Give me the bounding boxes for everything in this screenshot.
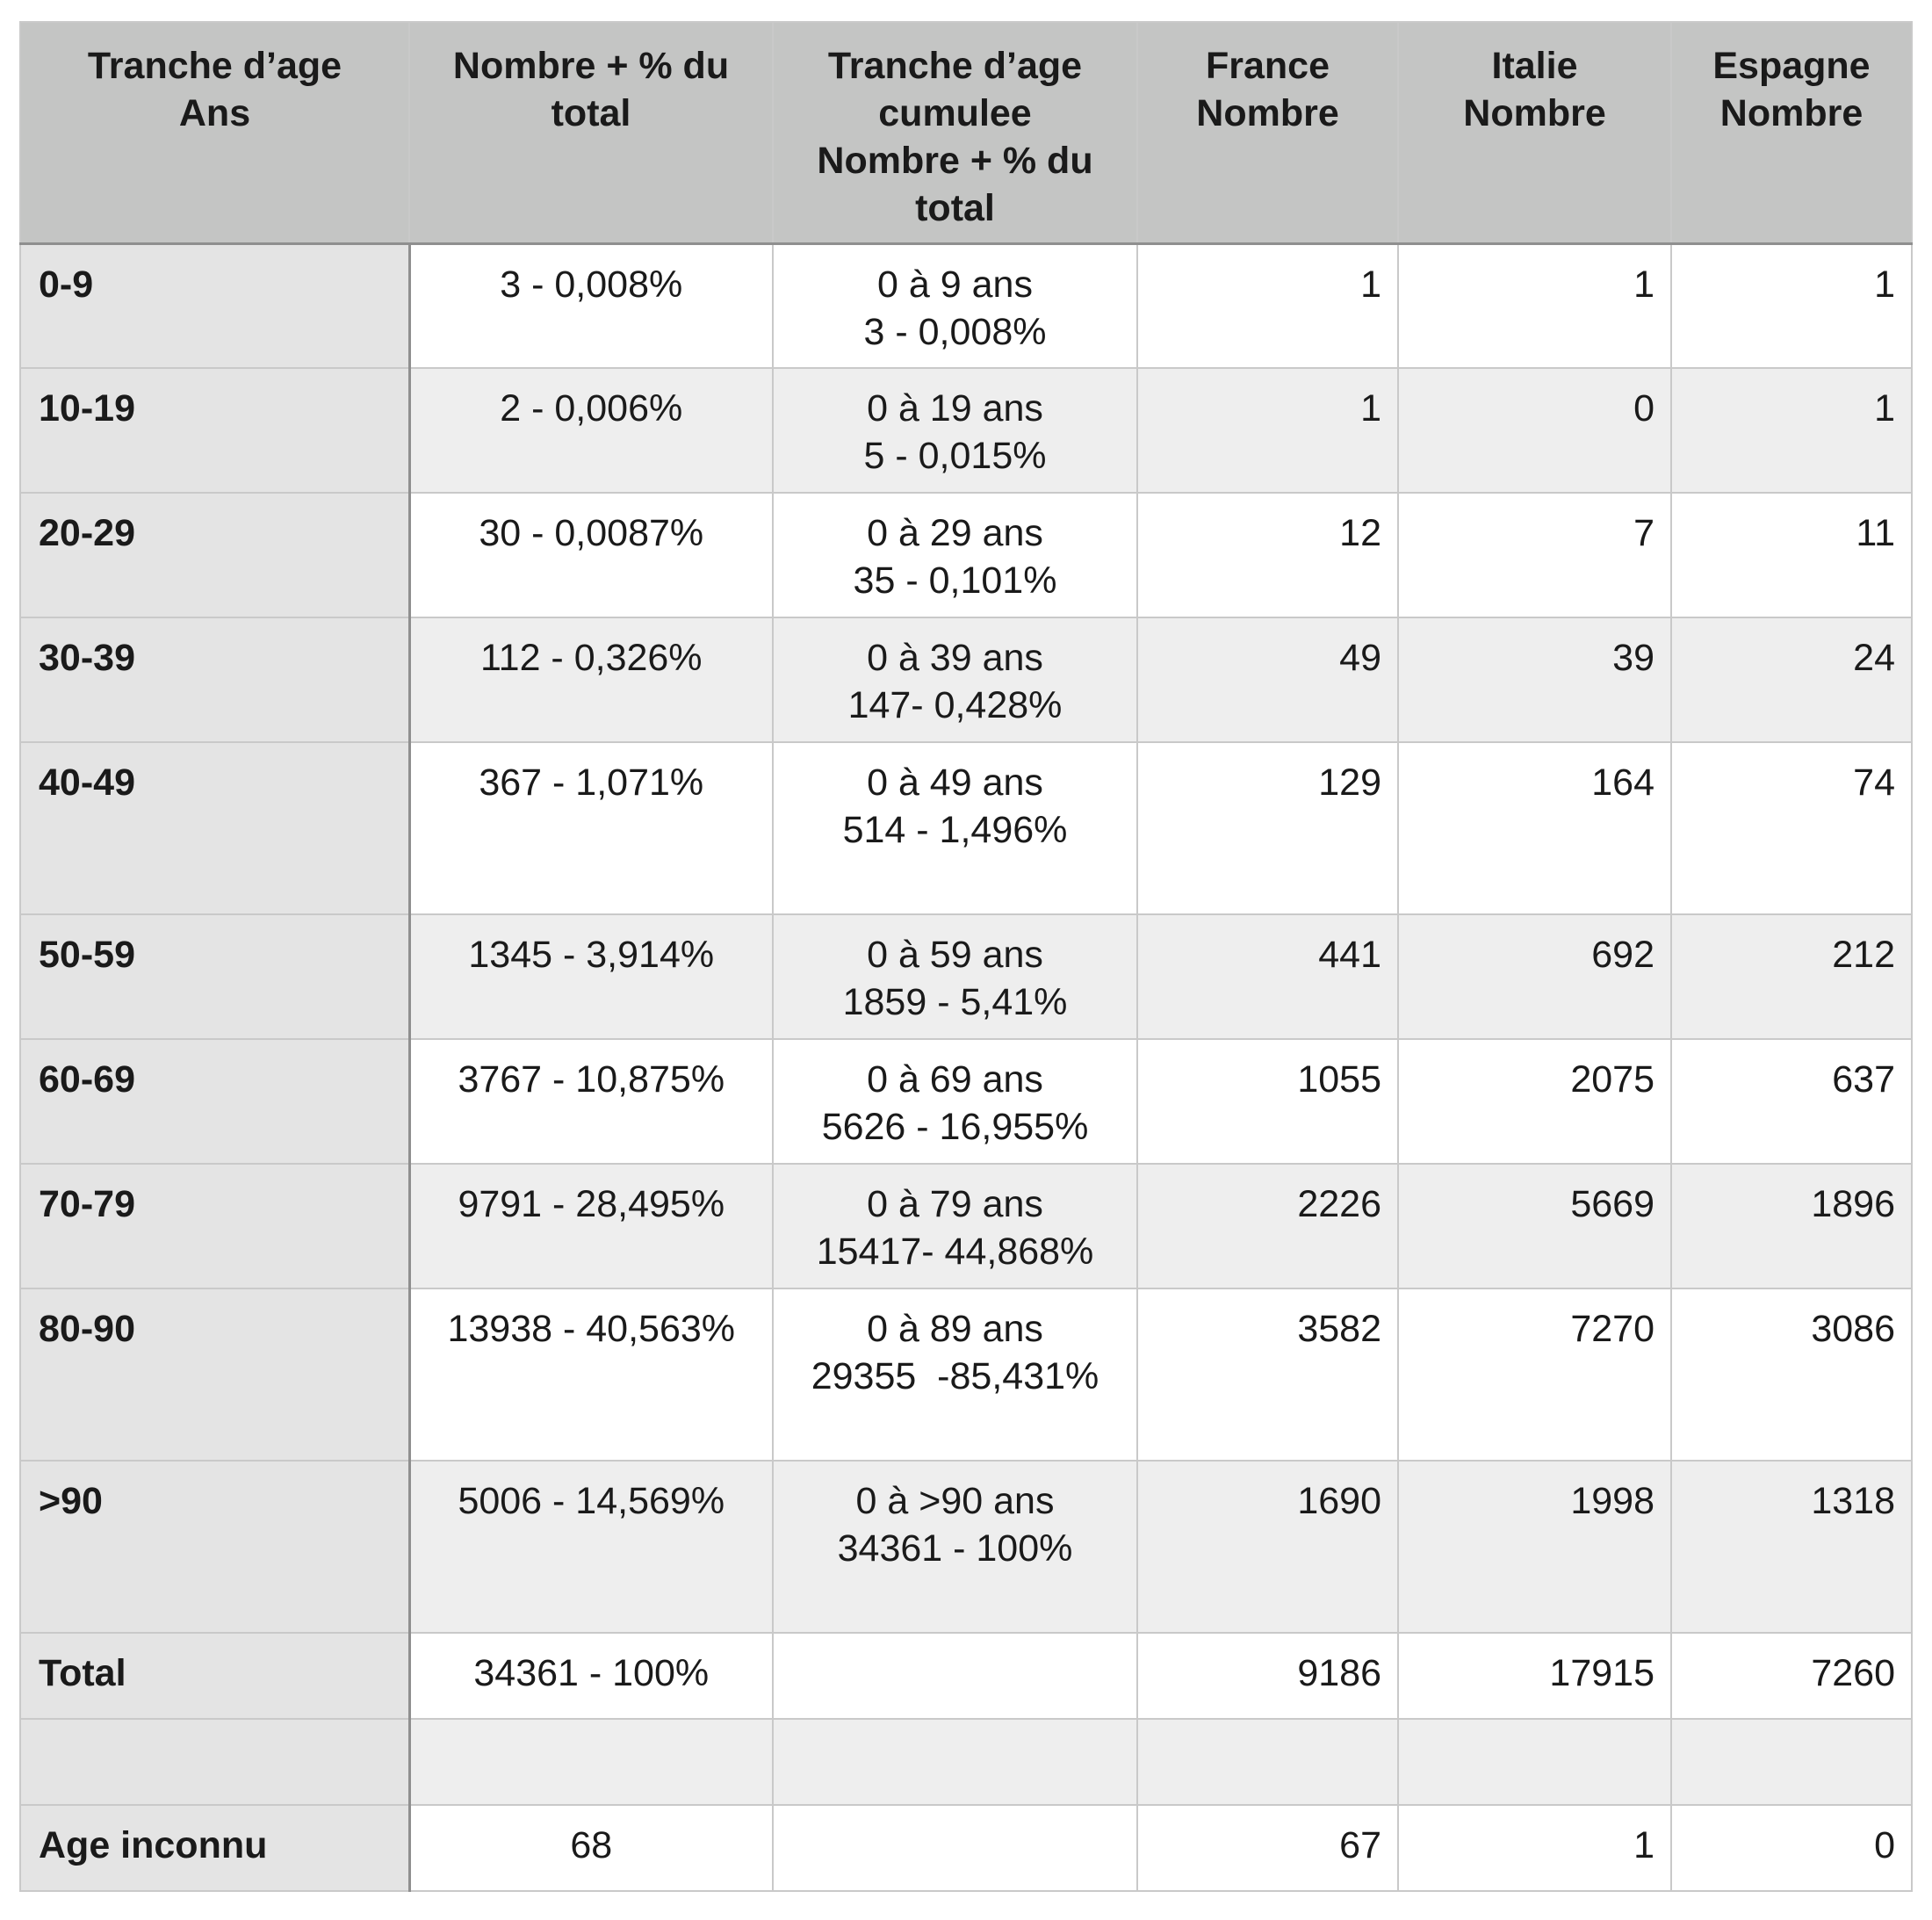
count-percent-cell: 13938 - 40,563% (409, 1288, 773, 1461)
count-percent-cell: 1345 - 3,914% (409, 914, 773, 1039)
france-count-cell: 1055 (1137, 1039, 1398, 1164)
france-count-cell: 129 (1137, 742, 1398, 914)
table-row (20, 243, 1912, 368)
cumulative-cell (773, 368, 1137, 493)
age-range-cell (20, 1719, 409, 1805)
count-percent-cell: 2 - 0,006% (409, 368, 773, 493)
header-line: total (915, 187, 995, 229)
age-range-cell: Age inconnu (20, 1805, 409, 1891)
header-line: total (551, 92, 631, 134)
header-cumulative (773, 22, 1137, 243)
espagne-count-cell (1671, 1719, 1912, 1805)
italie-count-cell (1398, 1719, 1671, 1805)
cumulative-value: 5 - 0,015% (863, 435, 1047, 477)
italie-count-cell: 0 (1398, 368, 1671, 493)
cumulative-value: 34361 - 100% (837, 1527, 1073, 1570)
espagne-count-cell: 1 (1671, 368, 1912, 493)
france-count-cell: 49 (1137, 617, 1398, 742)
table-row (20, 1461, 1912, 1633)
header-espagne (1671, 22, 1912, 243)
count-percent-cell (409, 1719, 773, 1805)
count-percent-cell: 34361 - 100% (409, 1633, 773, 1719)
table-row (20, 1633, 1912, 1719)
espagne-count-cell: 24 (1671, 617, 1912, 742)
espagne-count-cell: 1 (1671, 243, 1912, 368)
age-range-cell: 50-59 (20, 914, 409, 1039)
table-row (20, 1288, 1912, 1461)
italie-count-cell: 7 (1398, 493, 1671, 617)
cumulative-range: 0 à 39 ans (867, 637, 1043, 679)
espagne-count-cell: 3086 (1671, 1288, 1912, 1461)
france-count-cell: 12 (1137, 493, 1398, 617)
italie-count-cell: 7270 (1398, 1288, 1671, 1461)
france-count-cell: 1 (1137, 243, 1398, 368)
espagne-count-cell: 637 (1671, 1039, 1912, 1164)
italie-count-cell: 164 (1398, 742, 1671, 914)
cumulative-range: 0 à 59 ans (867, 934, 1043, 976)
france-count-cell: 67 (1137, 1805, 1398, 1891)
table-row (20, 1039, 1912, 1164)
cumulative-value: 1859 - 5,41% (842, 981, 1068, 1023)
count-percent-cell: 3 - 0,008% (409, 243, 773, 368)
cumulative-value: 35 - 0,101% (853, 559, 1057, 602)
header-line: Tranche d’age (827, 45, 1083, 87)
cumulative-range: 0 à 19 ans (867, 387, 1043, 429)
header-line: Nombre (1196, 92, 1339, 134)
italie-count-cell: 1998 (1398, 1461, 1671, 1633)
cumulative-value: 514 - 1,496% (842, 809, 1068, 851)
cumulative-value: 29355 -85,431% (811, 1355, 1099, 1397)
age-distribution-table (19, 21, 1913, 1892)
cumulative-cell (773, 243, 1137, 368)
cumulative-range: 0 à >90 ans (855, 1480, 1055, 1522)
header-line: Tranche d’age (87, 45, 342, 87)
table-row (20, 1805, 1912, 1891)
age-range-cell: >90 (20, 1461, 409, 1633)
france-count-cell: 1 (1137, 368, 1398, 493)
table-row (20, 742, 1912, 914)
espagne-count-cell: 74 (1671, 742, 1912, 914)
italie-count-cell: 39 (1398, 617, 1671, 742)
count-percent-cell: 112 - 0,326% (409, 617, 773, 742)
header-line: Nombre + % du (452, 45, 730, 87)
france-count-cell: 441 (1137, 914, 1398, 1039)
count-percent-cell: 3767 - 10,875% (409, 1039, 773, 1164)
espagne-count-cell: 212 (1671, 914, 1912, 1039)
france-count-cell: 1690 (1137, 1461, 1398, 1633)
cumulative-cell (773, 1633, 1137, 1719)
age-range-cell: 0-9 (20, 243, 409, 368)
cumulative-range: 0 à 9 ans (877, 263, 1033, 306)
age-range-cell: Total (20, 1633, 409, 1719)
france-count-cell: 9186 (1137, 1633, 1398, 1719)
cumulative-value: 3 - 0,008% (863, 310, 1047, 353)
header-age-range (20, 22, 409, 243)
age-range-cell: 80-90 (20, 1288, 409, 1461)
count-percent-cell: 9791 - 28,495% (409, 1164, 773, 1288)
header-row (20, 22, 1912, 243)
table-body (20, 243, 1912, 1891)
espagne-count-cell: 1318 (1671, 1461, 1912, 1633)
cumulative-range: 0 à 79 ans (867, 1183, 1043, 1225)
cumulative-cell (773, 1164, 1137, 1288)
italie-count-cell: 2075 (1398, 1039, 1671, 1164)
table-row (20, 617, 1912, 742)
header-line: Ans (178, 92, 251, 134)
header-line: Nombre (1463, 92, 1606, 134)
age-range-cell: 40-49 (20, 742, 409, 914)
espagne-count-cell: 11 (1671, 493, 1912, 617)
table-row (20, 1719, 1912, 1805)
age-range-cell: 30-39 (20, 617, 409, 742)
france-count-cell: 2226 (1137, 1164, 1398, 1288)
cumulative-value: 5626 - 16,955% (821, 1106, 1089, 1148)
header-line: France (1205, 45, 1330, 87)
age-range-cell: 60-69 (20, 1039, 409, 1164)
cumulative-value: 15417- 44,868% (816, 1231, 1094, 1273)
table-row (20, 914, 1912, 1039)
header-count-percent (409, 22, 773, 243)
cumulative-range: 0 à 29 ans (867, 512, 1043, 554)
cumulative-cell (773, 1039, 1137, 1164)
cumulative-range: 0 à 89 ans (867, 1308, 1043, 1350)
age-range-cell: 70-79 (20, 1164, 409, 1288)
italie-count-cell: 1 (1398, 1805, 1671, 1891)
count-percent-cell: 30 - 0,0087% (409, 493, 773, 617)
cumulative-cell (773, 742, 1137, 914)
cumulative-range: 0 à 69 ans (867, 1058, 1043, 1101)
italie-count-cell: 692 (1398, 914, 1671, 1039)
age-range-cell: 20-29 (20, 493, 409, 617)
cumulative-cell (773, 1805, 1137, 1891)
france-count-cell: 3582 (1137, 1288, 1398, 1461)
header-line: Espagne (1712, 45, 1871, 87)
table-row (20, 1164, 1912, 1288)
espagne-count-cell: 1896 (1671, 1164, 1912, 1288)
cumulative-cell (773, 1288, 1137, 1461)
age-range-cell: 10-19 (20, 368, 409, 493)
cumulative-cell (773, 1461, 1137, 1633)
italie-count-cell: 5669 (1398, 1164, 1671, 1288)
table-row (20, 493, 1912, 617)
cumulative-cell (773, 617, 1137, 742)
header-line: Nombre (1719, 92, 1864, 134)
header-france (1137, 22, 1398, 243)
italie-count-cell: 1 (1398, 243, 1671, 368)
count-percent-cell: 5006 - 14,569% (409, 1461, 773, 1633)
espagne-count-cell: 0 (1671, 1805, 1912, 1891)
header-line: cumulee (878, 92, 1032, 134)
france-count-cell (1137, 1719, 1398, 1805)
cumulative-cell (773, 914, 1137, 1039)
header-italie (1398, 22, 1671, 243)
header-line: Nombre + % du (817, 140, 1093, 182)
count-percent-cell: 68 (409, 1805, 773, 1891)
count-percent-cell: 367 - 1,071% (409, 742, 773, 914)
italie-count-cell: 17915 (1398, 1633, 1671, 1719)
cumulative-cell (773, 493, 1137, 617)
cumulative-value: 147- 0,428% (847, 684, 1063, 726)
table-row (20, 368, 1912, 493)
cumulative-range: 0 à 49 ans (867, 762, 1043, 804)
header-line: Italie (1491, 45, 1578, 87)
espagne-count-cell: 7260 (1671, 1633, 1912, 1719)
cumulative-cell (773, 1719, 1137, 1805)
